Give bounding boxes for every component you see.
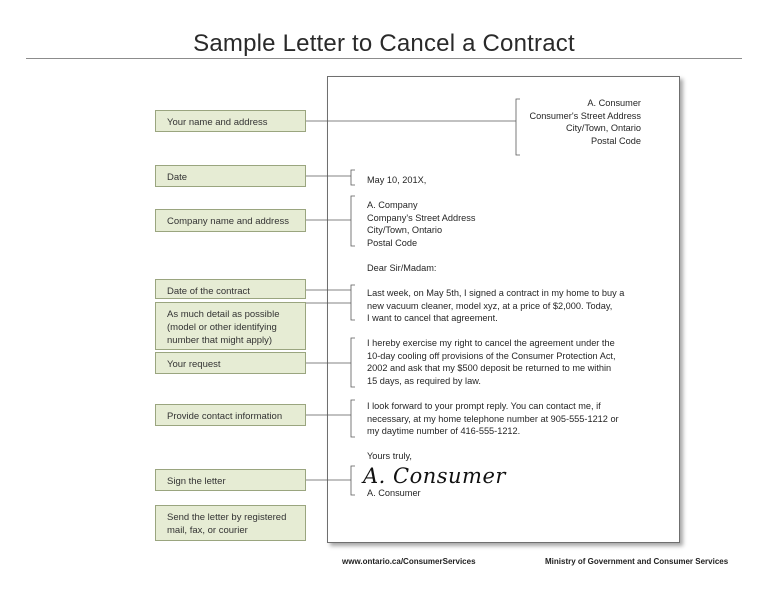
letter-date: May 10, 201X, xyxy=(367,175,427,185)
company-line: Company's Street Address xyxy=(367,212,476,223)
paragraph-3-line: my daytime number of 416-555-1212. xyxy=(367,426,521,436)
sender-line: Postal Code xyxy=(590,135,641,146)
paragraph-3-line: necessary, at my home telephone number at 905-555-1212 or xyxy=(367,413,619,424)
paragraph-1-line: I want to cancel that agreement. xyxy=(367,313,498,323)
label-date: Date xyxy=(155,165,306,187)
label-date-of-contract: Date of the contract xyxy=(155,279,306,299)
label-send-letter: Send the letter by registered mail, fax, or courier xyxy=(155,505,306,541)
footer-ministry: Ministry of Government and Consumer Services xyxy=(545,557,729,566)
paragraph-1-line: new vacuum cleaner, model xyz, at a price of $2,000. Today, xyxy=(367,300,613,311)
paragraph-2-line: I hereby exercise my right to cancel the agreement under the xyxy=(367,338,615,348)
label-detail: As much detail as possible (model or other identifying number that might apply) xyxy=(155,302,306,350)
label-your-request: Your request xyxy=(155,352,306,374)
company-line: A. Company xyxy=(367,200,418,210)
paragraph-3-line: I look forward to your prompt reply. You can contact me, if xyxy=(367,401,601,411)
sender-line: City/Town, Ontario xyxy=(565,123,641,133)
paragraph-2-line: 15 days, as required by law. xyxy=(367,375,481,386)
sender-line: A. Consumer xyxy=(587,98,641,108)
paragraph-2-line: 10-day cooling off provisions of the Consumer Protection Act, xyxy=(367,350,616,361)
paragraph-1-line: Last week, on May 5th, I signed a contract in my home to buy a xyxy=(367,288,625,298)
closing: Yours truly, xyxy=(367,451,412,461)
footer-url: www.ontario.ca/ConsumerServices xyxy=(342,557,476,566)
label-company-name-address: Company name and address xyxy=(155,209,306,232)
signed-name: A. Consumer xyxy=(367,488,421,498)
company-line: Postal Code xyxy=(367,237,418,248)
sender-line: Consumer's Street Address xyxy=(529,110,641,121)
paragraph-2-line: 2002 and ask that my $500 deposit be returned to me within xyxy=(367,363,612,373)
label-your-name-address: Your name and address xyxy=(155,110,306,132)
signature: A. Consumer xyxy=(363,464,506,488)
label-sign-letter: Sign the letter xyxy=(155,469,306,491)
company-line: City/Town, Ontario xyxy=(367,225,443,235)
salutation: Dear Sir/Madam: xyxy=(367,263,437,273)
label-contact-info: Provide contact information xyxy=(155,404,306,426)
page-title: Sample Letter to Cancel a Contract xyxy=(193,30,575,57)
